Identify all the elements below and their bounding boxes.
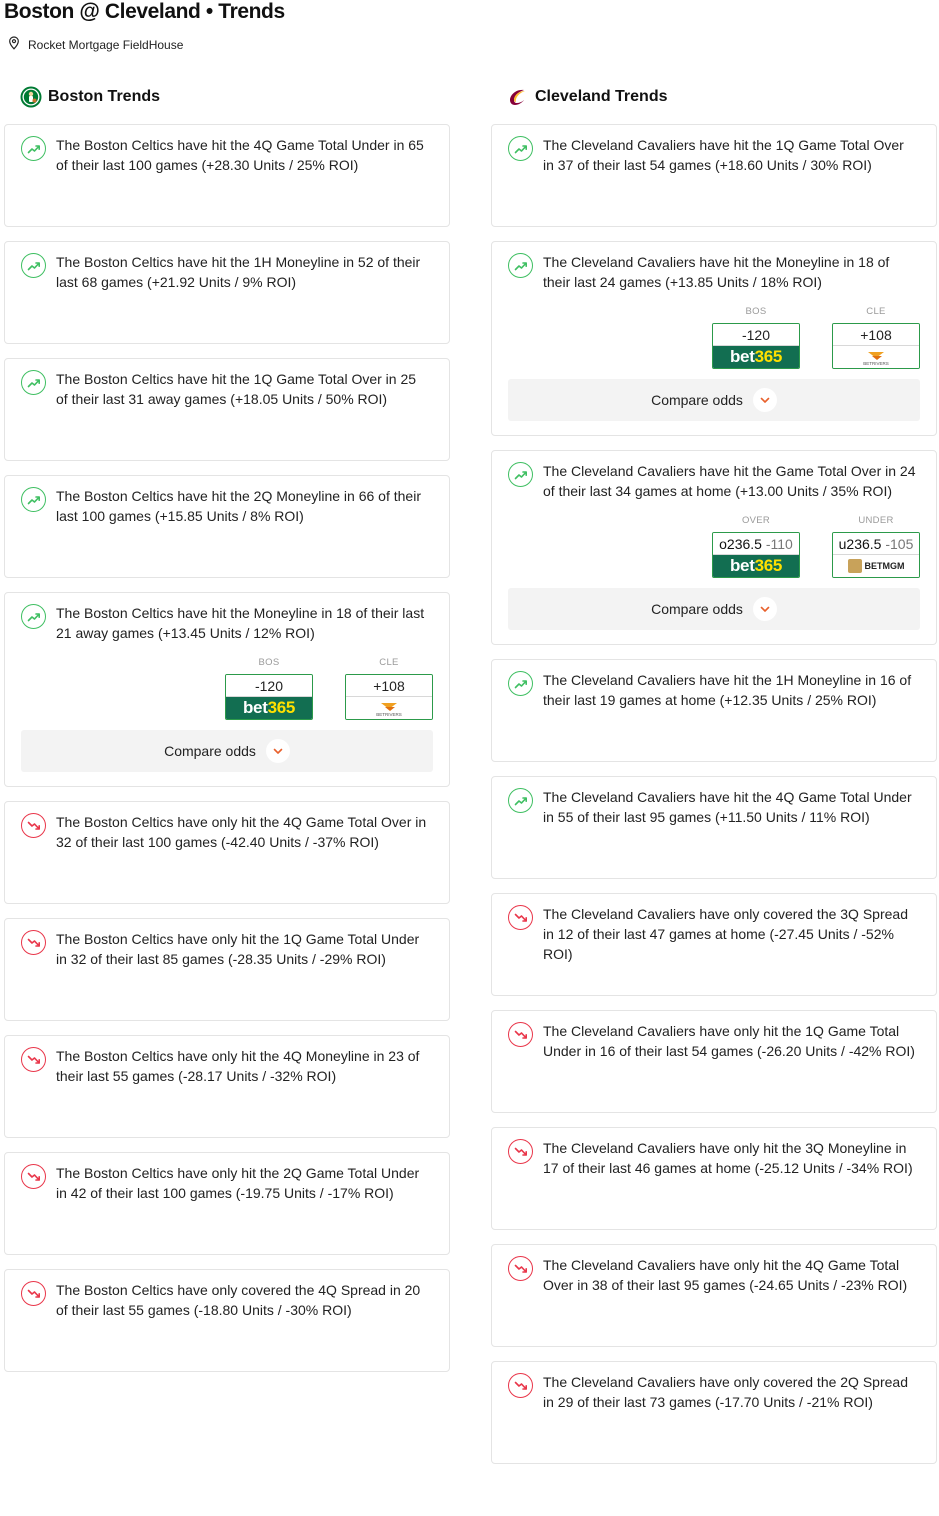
svg-text:BETRIVERS: BETRIVERS	[376, 712, 402, 717]
trend-card	[4, 918, 450, 1021]
trend-card	[491, 1010, 937, 1113]
trend-row	[21, 603, 433, 643]
trend-row	[508, 1255, 920, 1295]
compare-odds-button[interactable]	[508, 379, 920, 421]
trend-down-icon	[508, 1022, 533, 1047]
trend-row	[21, 1280, 433, 1320]
trend-up-icon	[21, 487, 46, 512]
trend-up-icon	[508, 788, 533, 813]
odds-row	[21, 657, 433, 720]
trend-text: The Boston Celtics have only hit the 4Q Game Total Over in 32 of their last 100 games (-42.40 Units / -37% ROI)	[56, 814, 427, 850]
cleveland-trend-list	[491, 124, 937, 1464]
trend-row	[508, 1138, 920, 1178]
odds-value	[226, 675, 312, 697]
trend-up-icon	[21, 604, 46, 629]
trend-card	[491, 241, 937, 436]
odds-label: BOS	[258, 657, 280, 668]
trend-card	[491, 659, 937, 762]
chevron-down-icon	[266, 739, 290, 763]
trend-row	[21, 1163, 433, 1203]
odds-left	[712, 306, 800, 369]
odds-label: CLE	[379, 657, 399, 668]
trend-up-icon	[508, 671, 533, 696]
trend-up-icon	[21, 253, 46, 278]
trend-text: The Cleveland Cavaliers have only hit the 3Q Moneyline in 17 of their last 46 games at home (-25.12 Units / -34% ROI)	[543, 1140, 913, 1176]
odds-value	[833, 324, 919, 346]
trend-text: The Boston Celtics have hit the 2Q Moneyline in 66 of their last 100 games (+15.85 Units / 8% ROI)	[56, 488, 421, 524]
odds-value	[713, 324, 799, 346]
trend-row	[21, 486, 433, 526]
chevron-down-icon	[753, 388, 777, 412]
trend-card	[491, 450, 937, 645]
trend-text: The Boston Celtics have hit the Moneyline in 18 of their last 21 away games (+13.45 Units / 12% ROI)	[56, 605, 425, 641]
odds-left	[712, 515, 800, 578]
trend-text: The Cleveland Cavaliers have only hit the 1Q Game Total Under in 16 of their last 54 games (-26.20 Units / -42% ROI)	[543, 1023, 915, 1059]
trend-row	[21, 929, 433, 969]
trend-row	[21, 1046, 433, 1086]
odds-line: u236.5	[838, 536, 882, 552]
trend-card	[491, 124, 937, 227]
trend-card	[4, 592, 450, 787]
celtics-logo-icon	[20, 86, 42, 108]
trend-down-icon	[21, 930, 46, 955]
betrivers-logo	[346, 697, 432, 719]
trend-text: The Cleveland Cavaliers have hit the Moneyline in 18 of their last 24 games (+13.85 Units / 18% ROI)	[543, 254, 890, 290]
trend-text: The Cleveland Cavaliers have hit the 4Q Game Total Under in 55 of their last 95 games (+11.50 Units / 11% ROI)	[543, 789, 912, 825]
trend-card	[4, 801, 450, 904]
trend-down-icon	[508, 1256, 533, 1281]
trend-card	[491, 776, 937, 879]
cavaliers-logo-icon	[507, 86, 529, 108]
odds-value	[713, 533, 799, 555]
odds-button-left[interactable]	[712, 323, 800, 369]
odds-label: OVER	[741, 515, 771, 526]
trend-up-icon	[508, 462, 533, 487]
odds-right	[345, 657, 433, 720]
trend-row	[508, 787, 920, 827]
trend-card	[4, 1269, 450, 1372]
bet365-logo: bet 365	[713, 555, 799, 577]
odds-line: o236.5	[719, 536, 762, 552]
trend-card	[491, 1127, 937, 1230]
trend-text: The Boston Celtics have hit the 1H Moneyline in 52 of their last 68 games (+21.92 Units / 9% ROI)	[56, 254, 421, 290]
compare-odds-label: Compare odds	[651, 601, 743, 617]
trend-text: The Boston Celtics have only hit the 2Q Game Total Under in 42 of their last 100 games (-19.75 Units / -17% ROI)	[56, 1165, 420, 1201]
trend-card	[4, 1152, 450, 1255]
trend-text: The Boston Celtics have hit the 1Q Game Total Over in 25 of their last 31 away games (+18.05 Units / 50% ROI)	[56, 371, 417, 407]
odds-label: CLE	[866, 306, 886, 317]
odds-price: -105	[885, 536, 914, 552]
odds-button-left[interactable]	[712, 532, 800, 578]
trend-down-icon	[21, 813, 46, 838]
odds-price: -120	[254, 678, 284, 694]
odds-price: +108	[860, 327, 892, 343]
betmgm-logo: BETMGM	[833, 555, 919, 577]
trend-down-icon	[508, 1139, 533, 1164]
odds-row	[508, 306, 920, 369]
trend-up-icon	[508, 136, 533, 161]
odds-button-right[interactable]	[345, 674, 433, 720]
trend-card	[491, 1244, 937, 1347]
boston-trends-title: Boston Trends	[48, 88, 161, 105]
page-title: Boston @ Cleveland • Trends	[4, 0, 285, 23]
trend-row	[21, 369, 433, 409]
odds-price: +108	[373, 678, 405, 694]
boston-trends-header	[4, 84, 450, 110]
trend-text: The Cleveland Cavaliers have hit the Game Total Over in 24 of their last 34 games at home (+13.00 Units / 35% ROI)	[543, 463, 916, 499]
chevron-down-icon	[753, 597, 777, 621]
trend-card	[491, 893, 937, 996]
trend-row	[21, 252, 433, 292]
boston-trends-column	[4, 84, 450, 1386]
trend-down-icon	[21, 1164, 46, 1189]
odds-row	[508, 515, 920, 578]
trend-text: The Cleveland Cavaliers have only hit the 4Q Game Total Over in 38 of their last 95 games (-24.65 Units / -23% ROI)	[543, 1257, 908, 1293]
betrivers-logo	[833, 346, 919, 368]
location-pin-icon	[8, 36, 20, 53]
odds-button-left[interactable]	[225, 674, 313, 720]
trend-down-icon	[508, 1373, 533, 1398]
odds-label: BOS	[745, 306, 767, 317]
cleveland-trends-title: Cleveland Trends	[535, 88, 668, 105]
cleveland-trends-column	[491, 84, 937, 1478]
trend-down-icon	[21, 1047, 46, 1072]
trend-down-icon	[21, 1281, 46, 1306]
odds-button-right[interactable]	[832, 532, 920, 578]
compare-odds-label: Compare odds	[164, 743, 256, 759]
trend-card	[4, 1035, 450, 1138]
trend-row	[508, 670, 920, 710]
trend-text: The Cleveland Cavaliers have only covered the 3Q Spread in 12 of their last 47 games at home (-27.45 Units / -52% ROI)	[543, 906, 908, 962]
trend-card	[4, 358, 450, 461]
trend-text: The Boston Celtics have only hit the 1Q Game Total Under in 32 of their last 85 games (-28.35 Units / -29% ROI)	[56, 931, 420, 967]
odds-left	[225, 657, 313, 720]
compare-odds-button[interactable]	[21, 730, 433, 772]
trend-row	[508, 904, 920, 964]
trend-up-icon	[21, 136, 46, 161]
compare-odds-label: Compare odds	[651, 392, 743, 408]
trend-card	[491, 1361, 937, 1464]
trend-up-icon	[508, 253, 533, 278]
trend-row	[508, 252, 920, 292]
odds-right	[832, 515, 920, 578]
odds-right	[832, 306, 920, 369]
cleveland-trends-header	[491, 84, 937, 110]
trend-text: The Cleveland Cavaliers have hit the 1Q Game Total Over in 37 of their last 54 games (+18.60 Units / 30% ROI)	[543, 137, 904, 173]
trend-row	[508, 461, 920, 501]
trend-row	[508, 1021, 920, 1061]
venue-name: Rocket Mortgage FieldHouse	[28, 37, 184, 52]
trend-row	[508, 1372, 920, 1412]
odds-price: -110	[765, 536, 793, 552]
odds-label: UNDER	[858, 515, 894, 526]
trend-text: The Cleveland Cavaliers have only covered the 2Q Spread in 29 of their last 73 games (-17.70 Units / -21% ROI)	[543, 1374, 908, 1410]
trend-card	[4, 124, 450, 227]
trend-text: The Boston Celtics have only hit the 4Q Moneyline in 23 of their last 55 games (-28.17 Units / -32% ROI)	[56, 1048, 420, 1084]
trend-row	[508, 135, 920, 175]
svg-text:BETRIVERS: BETRIVERS	[863, 361, 889, 366]
trend-text: The Boston Celtics have hit the 4Q Game Total Under in 65 of their last 100 games (+28.30 Units / 25% ROI)	[56, 137, 424, 173]
trend-text: The Boston Celtics have only covered the 4Q Spread in 20 of their last 55 games (-18.80 Units / -30% ROI)	[56, 1282, 421, 1318]
odds-price: -120	[741, 327, 771, 343]
odds-value	[346, 675, 432, 697]
bet365-logo: bet 365	[226, 697, 312, 719]
trend-down-icon	[508, 905, 533, 930]
odds-button-right[interactable]	[832, 323, 920, 369]
bet365-logo: bet 365	[713, 346, 799, 368]
compare-odds-button[interactable]	[508, 588, 920, 630]
trend-up-icon	[21, 370, 46, 395]
odds-value	[833, 533, 919, 555]
venue	[8, 36, 183, 53]
trend-card	[4, 241, 450, 344]
trend-row	[21, 135, 433, 175]
trend-row	[21, 812, 433, 852]
trend-text: The Cleveland Cavaliers have hit the 1H Moneyline in 16 of their last 19 games at home (+12.35 Units / 25% ROI)	[543, 672, 912, 708]
boston-trend-list	[4, 124, 450, 1372]
trend-card	[4, 475, 450, 578]
